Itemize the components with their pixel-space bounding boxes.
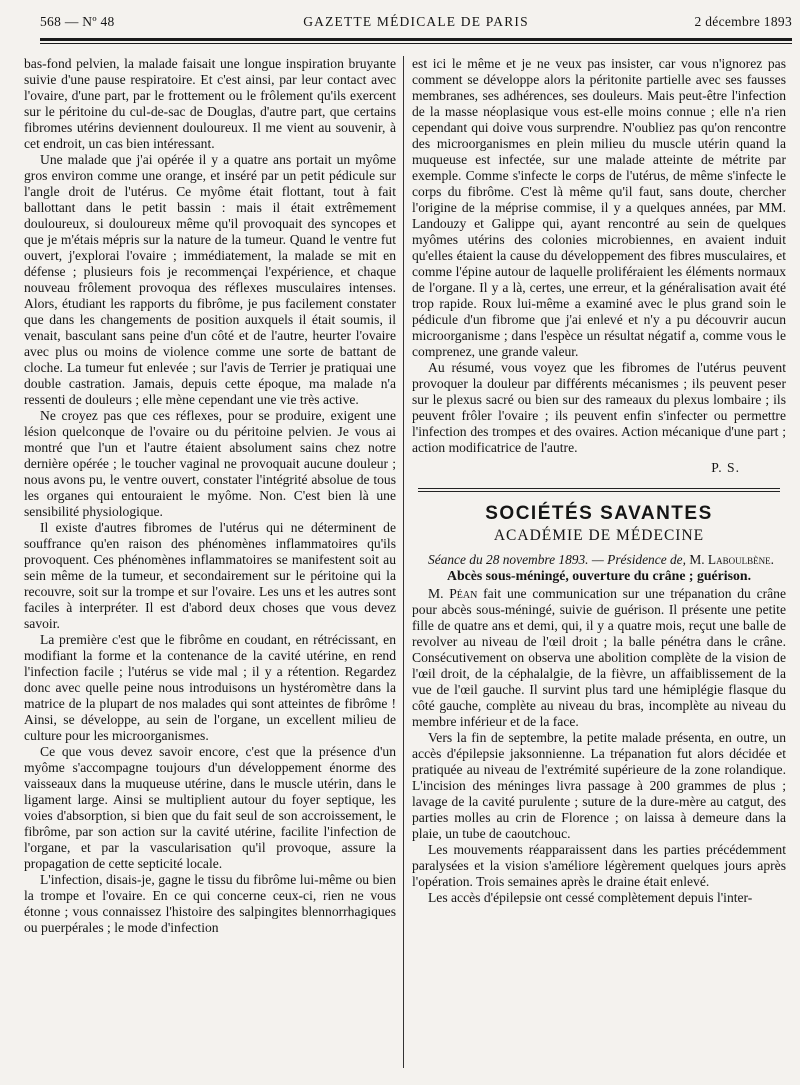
section-rule <box>418 488 780 492</box>
issue-date: 2 décembre 1893 <box>694 14 792 29</box>
paragraph: L'infection, disais-je, gagne le tissu du fibrôme lui-même ou bien la trompe et l'ovaire. En ce qui concerne ceux-ci, rien ne vous étonne ; vous connaissez l'histoire des salpingites blennorrhagiques ou puerpérales ; le mode d'infection <box>24 872 396 935</box>
paragraph: La première c'est que le fibrôme en coudant, en rétrécissant, en modifiant la forme et la contenance de la cavité utérine, en rend l'infection facile ; l'utérus se vide mal ; il y a rétention. Regardez donc avec quelle peine nous introduisons un hystéromètre dans la matrice de la plupart de nos malades qui sont atteintes de fibrôme ! Ainsi, se développe, au sein de l'organe, un excellent milieu de culture pour les microorganismes. <box>24 632 396 743</box>
seance-president-name: M. Laboulbène. <box>689 552 774 567</box>
paragraph: Au résumé, vous voyez que les fibromes de l'utérus peuvent provoquer la douleur par différents mécanismes ; ils peuvent peser sur le plexus sacré ou bien sur des rameaux du plexus lombaire ; ils peuvent frôler l'ovaire ; ils peuvent enfin s'infecter ou permettre l'infection des trompes et des ovaires. Action mécanique d'une part ; action modificatrice de l'autre. <box>412 360 786 455</box>
seance-president-label: — Présidence de, <box>591 552 686 567</box>
paragraph <box>412 586 786 730</box>
speaker-name: M. Péan <box>428 586 478 601</box>
academy-title: ACADÉMIE DE MÉDECINE <box>493 527 705 544</box>
seance-line <box>412 552 786 568</box>
section-title: SOCIÉTÉS SAVANTES <box>485 503 713 524</box>
paragraph: Vers la fin de septembre, la petite malade présenta, en outre, un accès d'épilepsie jaksonnienne. La trépanation fut alors décidée et pratiquée au niveau de l'extrémité supérieure de la zone rolandique. L'incision des méninges livra passage à 200 grammes de plus ; lavage de la cavité purulente ; suture de la dure-mère au catgut, des parties molles au crin de Florence ; on laissa à demeure dans la plaie, un tube de caoutchouc. <box>412 730 786 841</box>
article-subheading: Abcès sous-méningé, ouverture du crâne ; guérison. <box>446 568 752 583</box>
paragraph: Ne croyez pas que ces réflexes, pour se produire, exigent une lésion quelconque de l'ovaire ou du péritoine pelvien. Je vous ai montré que l'un et l'autre étaient absolument sains chez notre dernière opérée ; le toucher vaginal ne provoquait aucune douleur ; nous avons pu, le ventre ouvert, constater l'intégrité absolue de tous les organes qui entouraient le myôme. Non. C'est bien là une sensibilité physiologique. <box>24 408 396 519</box>
page-number: 568 — Nº 48 <box>40 14 115 29</box>
seance-date: Séance du 28 novembre 1893. <box>428 552 589 567</box>
header-rule <box>40 38 792 41</box>
left-column <box>24 56 396 936</box>
author-signature: P. S. <box>711 460 740 475</box>
journal-title: GAZETTE MÉDICALE DE PARIS <box>303 14 529 29</box>
paragraph: Une malade que j'ai opérée il y a quatre ans portait un myôme gros environ comme une orange, et inséré par un petit pédicule sur l'angle droit de l'utérus. Ce myôme était flottant, tout à fait ballottant dans le petit bassin : mais il était extrêmement douloureux, si douloureux même qu'il provoquait des syncopes et que je m'étais mépris sur la nature de la tumeur. Quand le ventre fut ouvert, j'explorai l'ovaire ; immédiatement, la malade se mit en défense ; plusieurs fois je recommençai l'expérience, et chaque nouveau frôlement provoqua des réflexes musculaires intenses. Alors, étudiant les rapports du fibrôme, je pus facilement constater que dans les changements de position auxquels il était soumis, il venait, basculant sans peine d'un côté et de l'autre, heurter l'ovaire avec plus ou moins de violence comme une sorte de battant de cloche. La tumeur fut enlevée ; sur l'avis de Terrier je pratiquai une double castration. Jamais, depuis cette époque, ma malade n'a ressenti de douleurs ; elle mène cependant une vie très active. <box>24 152 396 407</box>
column-divider <box>403 56 404 1068</box>
paragraph: Les accès d'épilepsie ont cessé complètement depuis l'inter- <box>428 890 753 905</box>
header-rule-thin <box>40 43 792 44</box>
paragraph-text: fait une communication sur une trépanation du crâne pour abcès sous-méningé, suivie de guérison. Il présente une petite fille de quatre ans et demi, qui, il y a quatre mois, reçut une balle de revolver au niveau de l'œil droit ; la balle pénétra dans le crâne. Consécutivement on observa une abolition complète de la vision de l'œil droit, de la céphalalgie, de la fièvre, un affaiblissement de la vue de l'œil gauche. Il survint plus tard une hémiplégie flasque du côté gauche, complète au niveau du bras, incomplète au niveau du membre inférieur et de la face. <box>412 586 786 729</box>
page-header <box>40 14 792 36</box>
paragraph: Les mouvements réapparaissent dans les parties précédemment paralysées et la vision s'améliore légèrement quelques jours après l'opération. Trois semaines après le draine était enlevé. <box>412 842 786 889</box>
paragraph: bas-fond pelvien, la malade faisait une longue inspiration bruyante suivie d'une pause respiratoire. Et c'est ainsi, par leur contact avec l'ovaire, d'une part, par le frottement ou le frôlement qu'ils exercent sur le péritoine du cul-de-sac de Douglas, d'autre part, que certains fibromes utérins deviennent douloureux. Il me vient au souvenir, à cet endroit, un cas bien intéressant. <box>24 56 396 151</box>
paragraph: Ce que vous devez savoir encore, c'est que la présence d'un myôme s'accompagne toujours d'un développement énorme des vaisseaux dans la muqueuse utérine, dans le muscle utérin, dans le ligament large. Ainsi se multiplient autour du foyer septique, les voies d'absorption, si bien que du fait seul de son accroissement, le fibrôme, par son action sur la cavité utérine, facilite l'infection de l'organe, et par la vascularisation qu'il provoque, assure la propagation de cette septicité locale. <box>24 744 396 871</box>
paragraph: Il existe d'autres fibromes de l'utérus qui ne déterminent de souffrance qu'en raison des phénomènes inflammatoires qu'ils provoquent. Ces phénomènes inflammatoires se manifestent soit au sein même de la tumeur, et secondairement sur le péritoine qui la recouvre, soit sur la trompe et sur l'ovaire. Les uns et les autres sont faciles à interpréter. Il est d'abord deux choses que vous devez savoir. <box>24 520 396 631</box>
paragraph: est ici le même et je ne veux pas insister, car vous n'ignorez pas comment se développe alors la péritonite partielle avec ses fausses membranes, ses adhérences, ses douleurs. Mais peut-être l'infection de la masse néoplasique vous est-elle moins connue ; elle n'a rien cependant qui doive vous surprendre. N'oubliez pas qu'on rencontre des microorganismes en plein milieu du muscle utérin quand la muqueuse est infectée, sur une malade atteinte de métrite par exemple. Comme s'infecte le corps de l'utérus, de même s'infecte le corps du fibrôme. C'est là même qu'il faut, sans doute, chercher l'origine de la méprise commise, il y a quelques années, par MM. Landouzy et Galippe qui, ayant rencontré au sein de quelques myômes utérins des colonies microbiennes, en avaient induit qu'elles étaient la cause du développement des fibres musculaires, et comme l'épine autour de laquelle proliféraient les éléments normaux de l'organe. Il y a là, certes, une erreur, et la généralisation avait été trop rapide. Roux lui-même a examiné avec le plus grand soin le pédicule d'un fibrome que j'ai enlevé et n'y a pu découvrir aucun microorganisme ; dans l'espèce un résultat négatif a, comme vous le comprenez, une grande valeur. <box>412 56 786 359</box>
right-column <box>412 56 786 906</box>
